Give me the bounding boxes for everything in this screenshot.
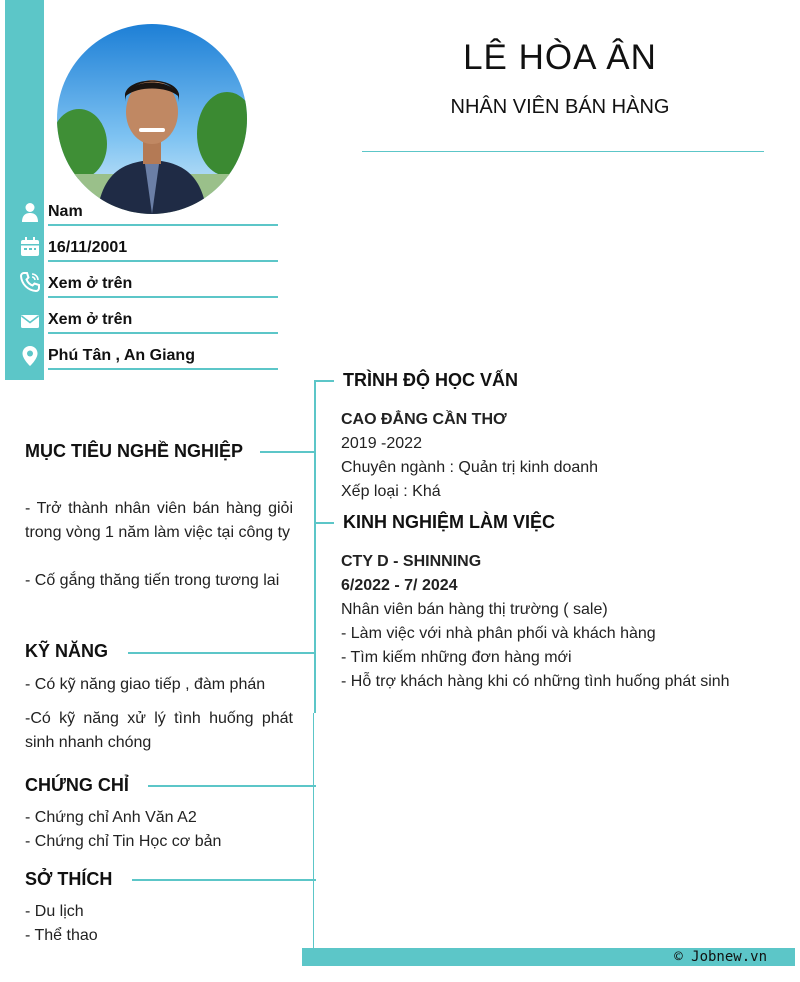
mail-icon — [19, 310, 41, 332]
info-address — [48, 342, 278, 370]
footer-bar — [302, 948, 795, 966]
career-goal-connector — [260, 451, 316, 453]
info-birthdate-value: 16/11/2001 — [48, 239, 128, 256]
certificates-connector — [148, 785, 316, 787]
skills-title: KỸ NĂNG — [25, 641, 109, 661]
timeline-vertical-line — [314, 380, 316, 713]
info-email — [48, 306, 278, 334]
education-major: Chuyên ngành : Quản trị kinh doanh — [341, 459, 599, 476]
education-school: CAO ĐẲNG CẦN THƠ — [341, 411, 507, 428]
hobbies-connector — [132, 879, 316, 881]
experience-connector — [316, 522, 334, 524]
info-email-value: Xem ở trên — [48, 311, 133, 328]
info-birthdate — [48, 234, 278, 262]
skill-item: -Có kỹ năng xử lý tình huống phát sinh nhanh chóng — [25, 710, 293, 751]
footer-copyright: © Jobnew.vn — [674, 949, 767, 965]
info-phone-value: Xem ở trên — [48, 275, 133, 292]
certificates-title: CHỨNG CHỈ — [25, 775, 129, 795]
user-icon — [19, 201, 41, 223]
candidate-name: LÊ HÒA ÂN — [463, 38, 657, 77]
profile-photo — [57, 24, 247, 214]
experience-duty: - Làm việc với nhà phân phối và khách hàng — [341, 625, 656, 642]
hobby-item: - Thể thao — [25, 927, 98, 944]
skill-item: - Có kỹ năng giao tiếp , đàm phán — [25, 676, 266, 693]
education-grade: Xếp loại : Khá — [341, 483, 441, 500]
career-goal-line-1: - Trở thành nhân viên bán hàng giỏi trong vòng 1 năm làm việc tại công ty — [25, 500, 293, 541]
hobbies-title: SỞ THÍCH — [25, 869, 113, 889]
location-pin-icon — [19, 345, 41, 367]
certificate-item: - Chứng chỉ Anh Văn A2 — [25, 809, 197, 826]
career-goal-title: MỤC TIÊU NGHỀ NGHIỆP — [25, 441, 244, 461]
experience-period: 6/2022 - 7/ 2024 — [341, 577, 458, 594]
experience-title: KINH NGHIỆM LÀM VIỆC — [343, 512, 556, 532]
experience-position: Nhân viên bán hàng thị trường ( sale) — [341, 601, 608, 618]
education-connector — [316, 380, 334, 382]
header-divider — [362, 151, 764, 152]
calendar-icon — [19, 236, 41, 258]
info-phone — [48, 270, 278, 298]
education-title: TRÌNH ĐỘ HỌC VẤN — [343, 370, 518, 390]
experience-company: CTY D - SHINNING — [341, 553, 482, 570]
info-gender — [48, 198, 278, 226]
experience-duty: - Hỗ trợ khách hàng khi có những tình huống phát sinh — [341, 673, 730, 690]
sidebar-accent-strip — [5, 0, 44, 380]
skills-connector — [128, 652, 316, 654]
job-title: NHÂN VIÊN BÁN HÀNG — [450, 96, 670, 118]
hobby-item: - Du lịch — [25, 903, 84, 920]
info-gender-value: Nam — [48, 203, 83, 220]
certificate-item: - Chứng chỉ Tin Học cơ bản — [25, 833, 222, 850]
education-years: 2019 -2022 — [341, 435, 422, 452]
career-goal-line-2: - Cố gắng thăng tiến trong tương lai — [25, 572, 280, 589]
info-address-value: Phú Tân , An Giang — [48, 347, 195, 364]
phone-icon — [19, 271, 41, 293]
experience-duty: - Tìm kiếm những đơn hàng mới — [341, 649, 572, 666]
timeline-vertical-line-lower — [313, 713, 314, 948]
